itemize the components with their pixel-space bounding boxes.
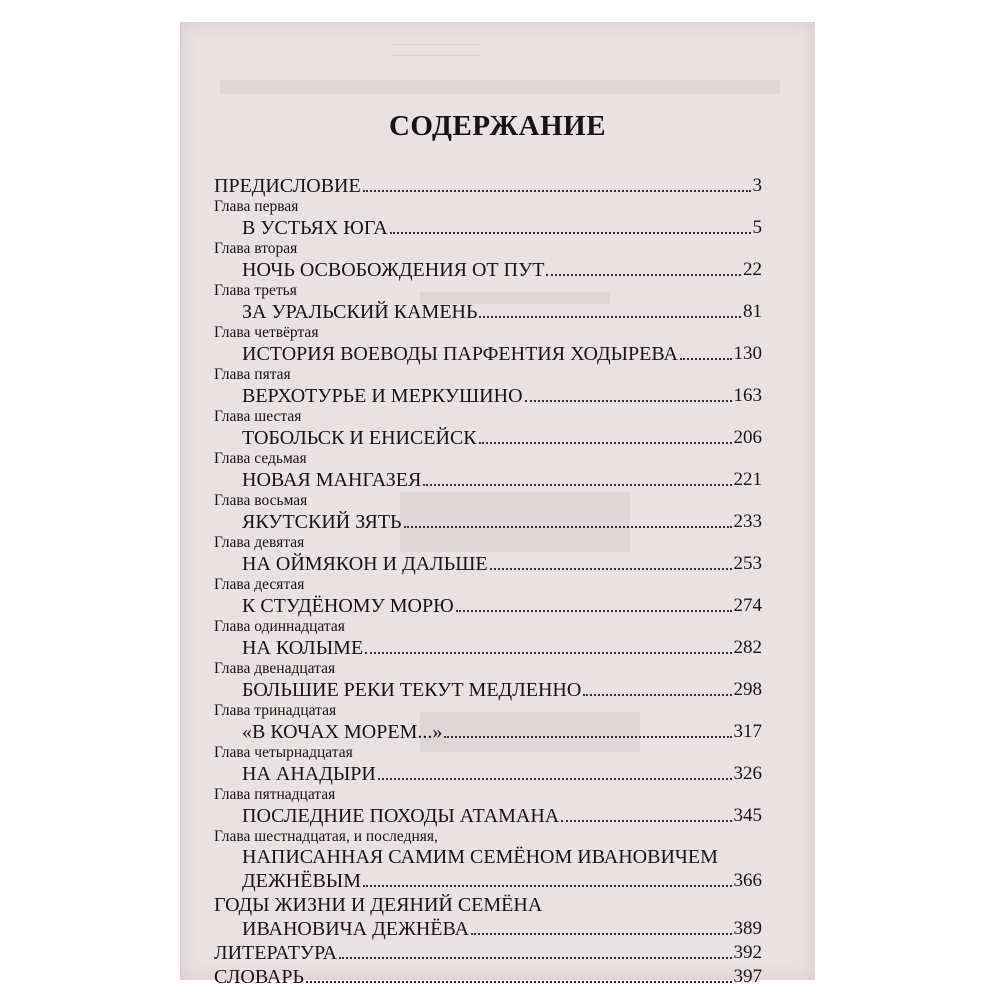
toc-entry-title: НОЧЬ ОСВОБОЖДЕНИЯ ОТ ПУТ (242, 259, 545, 281)
chapter-label: Глава первая (214, 198, 299, 215)
chapter-label: Глава вторая (214, 240, 298, 257)
chapter-label: Глава шестая (214, 408, 302, 425)
toc-entry-title: ИВАНОВИЧА ДЕЖНЁВА (242, 918, 470, 940)
toc-entry[interactable] (242, 300, 762, 324)
dot-leader (444, 736, 731, 738)
toc-entry-title: НА ОЙМЯКОН И ДАЛЬШЕ (242, 553, 488, 575)
toc-entry[interactable] (242, 216, 762, 240)
toc-page-number: 81 (743, 301, 762, 322)
toc-page-number: 22 (743, 259, 762, 280)
toc-entry[interactable] (242, 510, 762, 534)
toc-entry-title: ТОБОЛЬСК И ЕНИСЕЙСК (242, 427, 477, 449)
chapter-label: Глава двенадцатая (214, 660, 336, 677)
toc-entry-title: «В КОЧАХ МОРЕМ...» (242, 721, 443, 743)
show-through-decoration (220, 80, 780, 94)
chapter-label: Глава пятая (214, 366, 291, 383)
toc-entry[interactable] (242, 678, 762, 702)
toc-page-number: 389 (733, 918, 762, 939)
chapter-group (214, 240, 762, 282)
toc-entry-literature[interactable] (214, 941, 762, 965)
toc-entry-preface[interactable] (214, 174, 762, 198)
chapter-group (214, 576, 762, 618)
chapter-group (214, 702, 762, 744)
chapter-group (214, 534, 762, 576)
chapter-group (214, 450, 762, 492)
page-title: СОДЕРЖАНИЕ (388, 110, 607, 142)
dot-leader (471, 933, 731, 935)
toc-entry[interactable] (242, 762, 762, 786)
chapter-group (214, 366, 762, 408)
chapter-group (214, 786, 762, 828)
toc-entry-years[interactable] (214, 893, 762, 941)
toc-entry-title: ЛИТЕРАТУРА (214, 942, 338, 964)
toc-entry-glossary[interactable] (214, 965, 762, 989)
book-page (180, 22, 815, 988)
toc-entry (242, 917, 762, 941)
dot-leader (680, 358, 732, 360)
toc-entry-title: ПОСЛЕДНИЕ ПОХОДЫ АТАМАНА (242, 805, 560, 827)
toc-page-number: 317 (733, 721, 762, 742)
chapter-group (214, 744, 762, 786)
chapter-label: Глава девятая (214, 534, 305, 551)
toc-page-number: 5 (752, 217, 762, 238)
dot-leader (404, 526, 732, 528)
toc-entry-title: НА АНАДЫРИ (242, 763, 376, 785)
dot-leader (546, 274, 741, 276)
dot-leader (583, 694, 731, 696)
chapter-label: Глава шестнадцатая, и последняя, (214, 828, 438, 845)
toc-page-number: 326 (733, 763, 762, 784)
toc-page-number: 366 (733, 870, 762, 891)
toc-entry[interactable] (242, 342, 762, 366)
dot-leader (363, 190, 751, 192)
toc-entry[interactable] (242, 468, 762, 492)
chapter-label: Глава пятнадцатая (214, 786, 336, 803)
dot-leader (479, 442, 732, 444)
toc-entry-title: НА КОЛЫМЕ (242, 637, 364, 659)
show-through-decoration (390, 44, 480, 56)
toc-page-number: 206 (733, 427, 762, 448)
toc-entry[interactable] (242, 636, 762, 660)
toc-entry-title: ПРЕДИСЛОВИЕ (214, 175, 361, 197)
chapter-label: Глава четвёртая (214, 324, 319, 341)
chapter-group (214, 492, 762, 534)
toc-entry-line[interactable]: НАПИСАННАЯ САМИМ СЕМЁНОМ ИВАНОВИЧЕМ (242, 846, 718, 868)
dot-leader (561, 820, 731, 822)
toc-entry-title: ДЕЖНЁВЫМ (242, 870, 362, 892)
chapter-label: Глава тринадцатая (214, 702, 337, 719)
chapter-label: Глава десятая (214, 576, 305, 593)
toc-page-number: 282 (733, 637, 762, 658)
toc-page-number: 345 (733, 805, 762, 826)
toc-page-number: 221 (733, 469, 762, 490)
chapter-group (214, 408, 762, 450)
chapter-group (214, 660, 762, 702)
toc-page-number: 253 (733, 553, 762, 574)
toc-entry[interactable] (242, 804, 762, 828)
toc-page-number: 130 (733, 343, 762, 364)
dot-leader (365, 652, 731, 654)
toc-entry-title: НОВАЯ МАНГАЗЕЯ (242, 469, 422, 491)
chapter-group (214, 828, 762, 893)
toc-entry[interactable] (242, 594, 762, 618)
toc-page-number: 274 (733, 595, 762, 616)
toc-entry[interactable] (242, 720, 762, 744)
toc-entry-line: ГОДЫ ЖИЗНИ И ДЕЯНИЙ СЕМЁНА (214, 894, 543, 916)
toc-entry-title: К СТУДЁНОМУ МОРЮ (242, 595, 454, 617)
chapter-group (214, 282, 762, 324)
toc-page-number: 392 (733, 942, 762, 963)
toc-entry-title: БОЛЬШИЕ РЕКИ ТЕКУТ МЕДЛЕННО (242, 679, 582, 701)
dot-leader (456, 610, 732, 612)
toc-page-number: 298 (733, 679, 762, 700)
chapter-group (214, 198, 762, 240)
toc-entry-title: ЗА УРАЛЬСКИЙ КАМЕНЬ (242, 301, 478, 323)
dot-leader (339, 957, 731, 959)
toc-entry-title: В УСТЬЯХ ЮГА (242, 217, 388, 239)
toc-entry[interactable] (242, 426, 762, 450)
toc-entry-title: ВЕРХОТУРЬЕ И МЕРКУШИНО (242, 385, 523, 407)
dot-leader (423, 484, 731, 486)
toc-entry[interactable] (242, 869, 762, 893)
dot-leader (363, 885, 731, 887)
toc-entry[interactable] (242, 258, 762, 282)
toc-entry-title: ИСТОРИЯ ВОЕВОДЫ ПАРФЕНТИЯ ХОДЫРЕВА (242, 343, 678, 365)
toc-entry[interactable] (242, 384, 762, 408)
toc-page-number: 3 (752, 175, 762, 196)
chapter-group (214, 324, 762, 366)
dot-leader (390, 232, 751, 234)
chapter-group (214, 618, 762, 660)
dot-leader (479, 316, 741, 318)
chapter-label: Глава третья (214, 282, 297, 299)
dot-leader (378, 778, 732, 780)
chapter-label: Глава восьмая (214, 492, 308, 509)
dot-leader (490, 568, 732, 570)
toc-page-number: 397 (733, 966, 762, 987)
toc-entry[interactable] (242, 552, 762, 576)
toc-page-number: 233 (733, 511, 762, 532)
chapter-label: Глава четырнадцатая (214, 744, 353, 761)
toc-page-number: 163 (733, 385, 762, 406)
toc-entry-title: ЯКУТСКИЙ ЗЯТЬ (242, 511, 402, 533)
table-of-contents (214, 174, 762, 989)
dot-leader (306, 981, 732, 983)
chapter-label: Глава седьмая (214, 450, 307, 467)
chapter-label: Глава одиннадцатая (214, 618, 345, 635)
dot-leader (525, 400, 732, 402)
toc-entry-title: СЛОВАРЬ (214, 966, 304, 988)
